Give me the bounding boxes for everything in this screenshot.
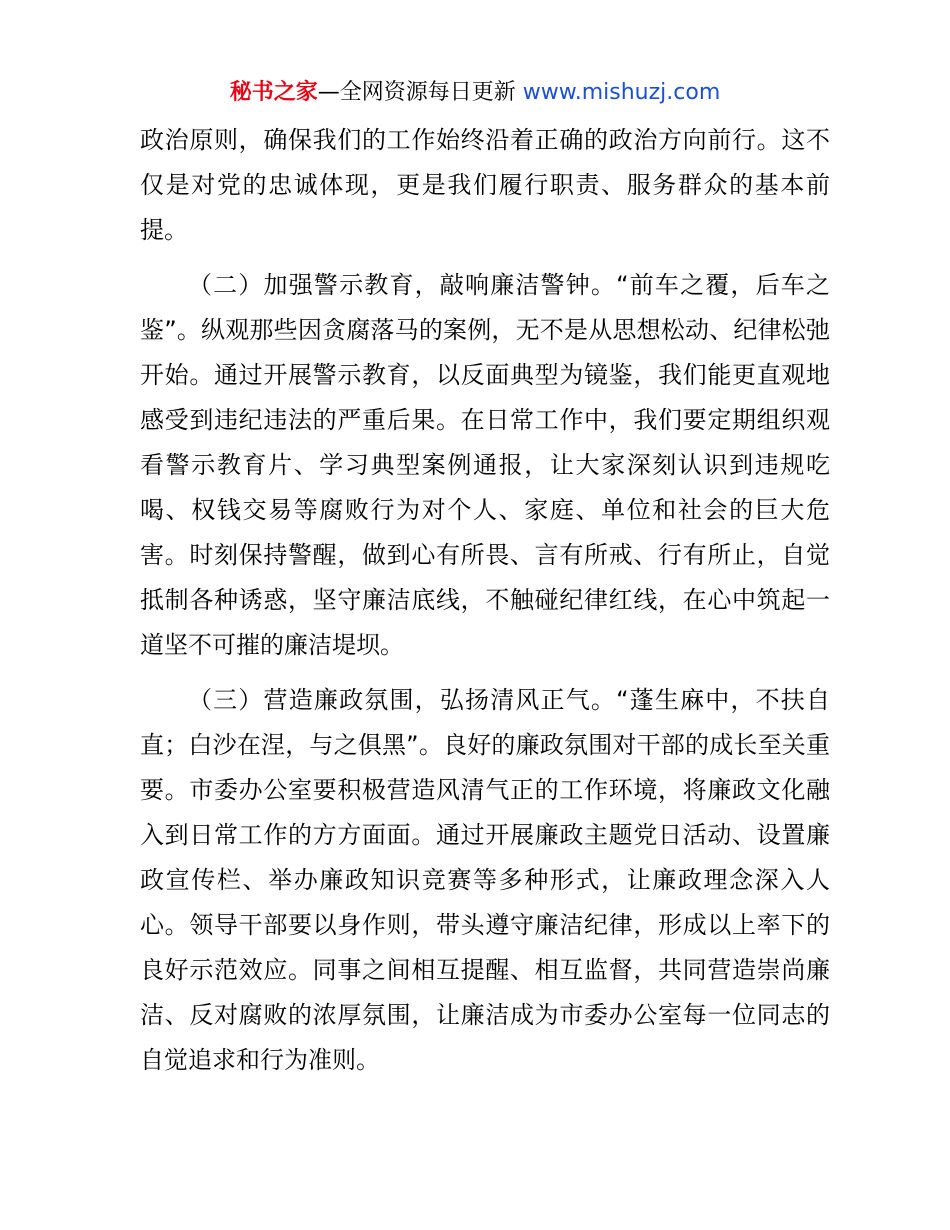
paragraph-continuation: 政治原则，确保我们的工作始终沿着正确的政治方向前行。这不仅是对党的忠诚体现，更是我们履行职责、服务群众的基本前提。 <box>140 126 830 244</box>
site-url-link[interactable]: www.mishuzj.com <box>522 80 721 105</box>
document-body <box>140 118 830 1093</box>
header-tagline: —全网资源每日更新 <box>317 80 516 105</box>
brand-name: 秘书之家 <box>229 80 318 105</box>
paragraph-section-3: （三）营造廉政氛围，弘扬清风正气。“蓬生麻中，不扶自直；白沙在涅，与之俱黑”。良好的廉政氛围对干部的成长至关重要。市委办公室要积极营造风清气正的工作环境，将廉政文化融入到日常工作的方方面面。通过开展廉政主题党日活动、设置廉政宣传栏、举办廉政知识竞赛等多种形式，让廉政理念深入人心。领导干部要以身作则，带头遵守廉洁纪律，形成以上率下的良好示范效应。同事之间相互提醒、相互监督，共同营造崇尚廉洁、反对腐败的浓厚氛围，让廉洁成为市委办公室每一位同志的自觉追求和行为准则。 <box>140 686 830 1074</box>
paragraph-section-2: （二）加强警示教育，敲响廉洁警钟。“前车之覆，后车之鉴”。纵观那些因贪腐落马的案例，无不是从思想松动、纪律松弛开始。通过开展警示教育，以反面典型为镜鉴，我们能更直观地感受到违纪违法的严重后果。在日常工作中，我们要定期组织观看警示教育片、学习典型案例通报，让大家深刻认识到违规吃喝、权钱交易等腐败行为对个人、家庭、单位和社会的巨大危害。时刻保持警醒，做到心有所畏、言有所戒、行有所止，自觉抵制各种诱惑，坚守廉洁底线，不触碰纪律红线，在心中筑起一道坚不可摧的廉洁堤坝。 <box>140 271 830 659</box>
page-header <box>0 78 950 108</box>
